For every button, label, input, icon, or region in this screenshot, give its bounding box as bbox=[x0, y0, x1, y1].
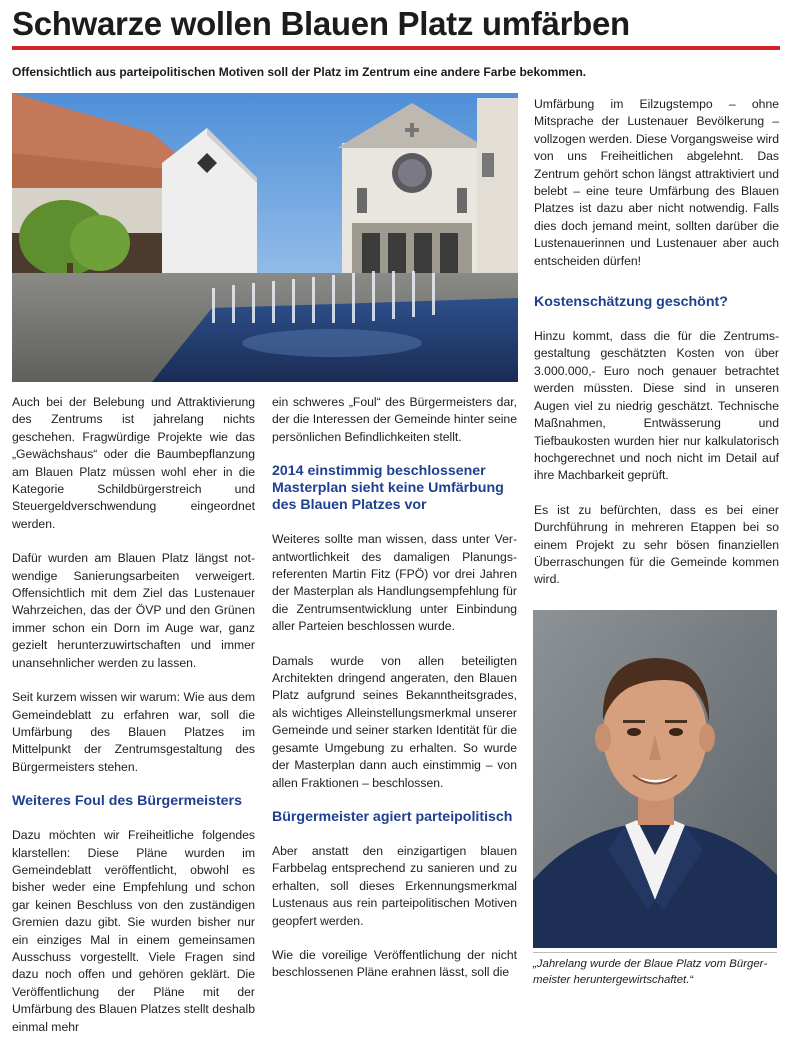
paragraph: Dafür wurden am Blauen Platz längst notwendige Sanierungsarbeiten verweigert. Offensichtlich mit dem Ziel das Lustenauer Wahrzeichen, das der ÖVP und den Grünen immer schon ein Dorn im Auge war, ganz gezielt herunterzuwirtschaften und immer unansehnlicher werden zu lassen. bbox=[12, 551, 255, 670]
article-lead: Offensichtlich aus parteipolitischen Motiven soll der Platz im Zentrum eine andere Farbe bekommen. bbox=[12, 65, 587, 79]
paragraph: Umfärbung im Eilzugstempo – ohne Mitsprache der Lustenauer Bevölkerung – vollzogen werden. Diese Vorgangsweise wird von uns Freiheitlichen abgelehnt. Das Zentrum gehört schon längst attraktiviert und belebt – eine teure Umfärbung des Blauen Platzes ist dazu aber nicht notwendig. Falls dies doch jemand meint, sollten darüber die Lustenauerinnen und Lustenauer aber auch entscheiden dürfen! bbox=[534, 97, 779, 268]
portrait-caption: „Jahrelang wurde der Blaue Platz vom Bürgermeister heruntergewirtschaftet.“ bbox=[533, 958, 768, 986]
paragraph: Wie die voreilige Veröffentlichung der nicht beschlossenen Pläne erahnen lässt, soll die bbox=[272, 947, 517, 980]
article-headline: Schwarze wollen Blauen Platz umfärben bbox=[12, 5, 630, 42]
subheading: Kostenschätzung geschönt? bbox=[534, 294, 728, 311]
paragraph: Damals wurde von allen beteiligten Architekten dringend angeraten, den Blauen Platz aufgrund seines Bekanntheitsgrades, als wichtiges Alleinstellungsmerkmal unserer Gemeinde und seiner starken Identität für die gesamte Umgebung zu erhalten. So wurde der Masterplan dann auch einstimmig – von allen Fraktionen – beschlossen. bbox=[272, 653, 517, 790]
column-2 bbox=[272, 394, 517, 999]
plaza-photo bbox=[12, 93, 518, 382]
paragraph: Es ist zu befürchten, dass es bei einer Durchführung in mehreren Etappen bei so einem Projekt zu sehr bösen finanziellen Überraschungen für die Gemeinde kommen wird. bbox=[534, 502, 779, 587]
headline-rule bbox=[12, 46, 780, 50]
paragraph: Seit kurzem wissen wir warum: Wie aus dem Gemeindeblatt zu erfahren war, soll die Umfärbung des Blauen Platzes im Mittelpunkt der Zentrumsgestaltung des Bürgermeisters stehen. bbox=[12, 690, 255, 774]
paragraph: Weiteres sollte man wissen, dass unter Verantwortlichkeit des damaligen Planungsreferenten Martin Fitz (FPÖ) vor drei Jahren der Masterplan als Handlungsempfehlung für die Zentrumsentwicklung unter Einbindung aller Parteien beschlossen wurde. bbox=[272, 532, 517, 634]
column-1 bbox=[12, 394, 255, 1053]
portrait-photo bbox=[533, 610, 777, 948]
subheading: Bürgermeister agiert parteipolitisch bbox=[272, 808, 513, 825]
subheading: 2014 einstimmig beschlossener Masterplan sieht keine Umfärbung des Blauen Platzes vor bbox=[272, 463, 504, 514]
paragraph: Hinzu kommt, dass die für die Zentrumsgestaltung geschätzten Kosten von über 3.000.000,- Euro noch genauer betrachtet werden müssten. Diese sind in unseren Augen viel zu niedrig geschätzt. Technische Maßnahmen, Entwässerung und Tiefbaukosten wurden hier nur kalkulatorisch hochgerechnet und noch nicht im Detail auf ihre Machbarkeit geprüft. bbox=[534, 329, 779, 483]
subheading: Weiteres Foul des Bürgermeisters bbox=[12, 793, 242, 810]
paragraph: Aber anstatt den einzigartigen blauen Farbbelag entsprechend zu sanieren und zu erhalten, soll dieses Erkennungsmerkmal Lustenaus aus rein parteipolitischen Motiven geopfert werden. bbox=[272, 843, 517, 928]
paragraph: ein schweres „Foul“ des Bürgermeisters dar, der die Interessen der Gemeinde hinter seine persönlichen Befindlichkeiten stellt. bbox=[272, 395, 517, 444]
paragraph: Auch bei der Belebung und Attraktivierung des Zentrums ist jahrelang nichts geschehen. Fragwürdige Projekte wie das „Gewächshaus“ oder die Baumbepflanzung am Blauen Platz müssen wohl eher in die Kategorie Schildbürgerstreich und Steuergeldverschwendung eingeordnet werden. bbox=[12, 395, 255, 531]
paragraph: Dazu möchten wir Freiheitliche folgendes klarstellen: Diese Pläne wurden im Gemeindeblatt veröffentlicht, obwohl es bisher weder eine Empfehlung und schon gar keinen Beschluss von den zuständigen Gremien dazu gibt. Sie wurden bisher nur ein einziges Mal in einem gemeinsamen Ausschuss vorgestellt. Viele Fragen sind dazu noch offen und gehören geklärt. Die Veröffentlichung der Pläne mit der Umfärbung des Blauen Platzes stellt deshalb einmal mehr bbox=[12, 828, 255, 1034]
caption-divider bbox=[533, 952, 777, 953]
column-3 bbox=[534, 96, 779, 606]
